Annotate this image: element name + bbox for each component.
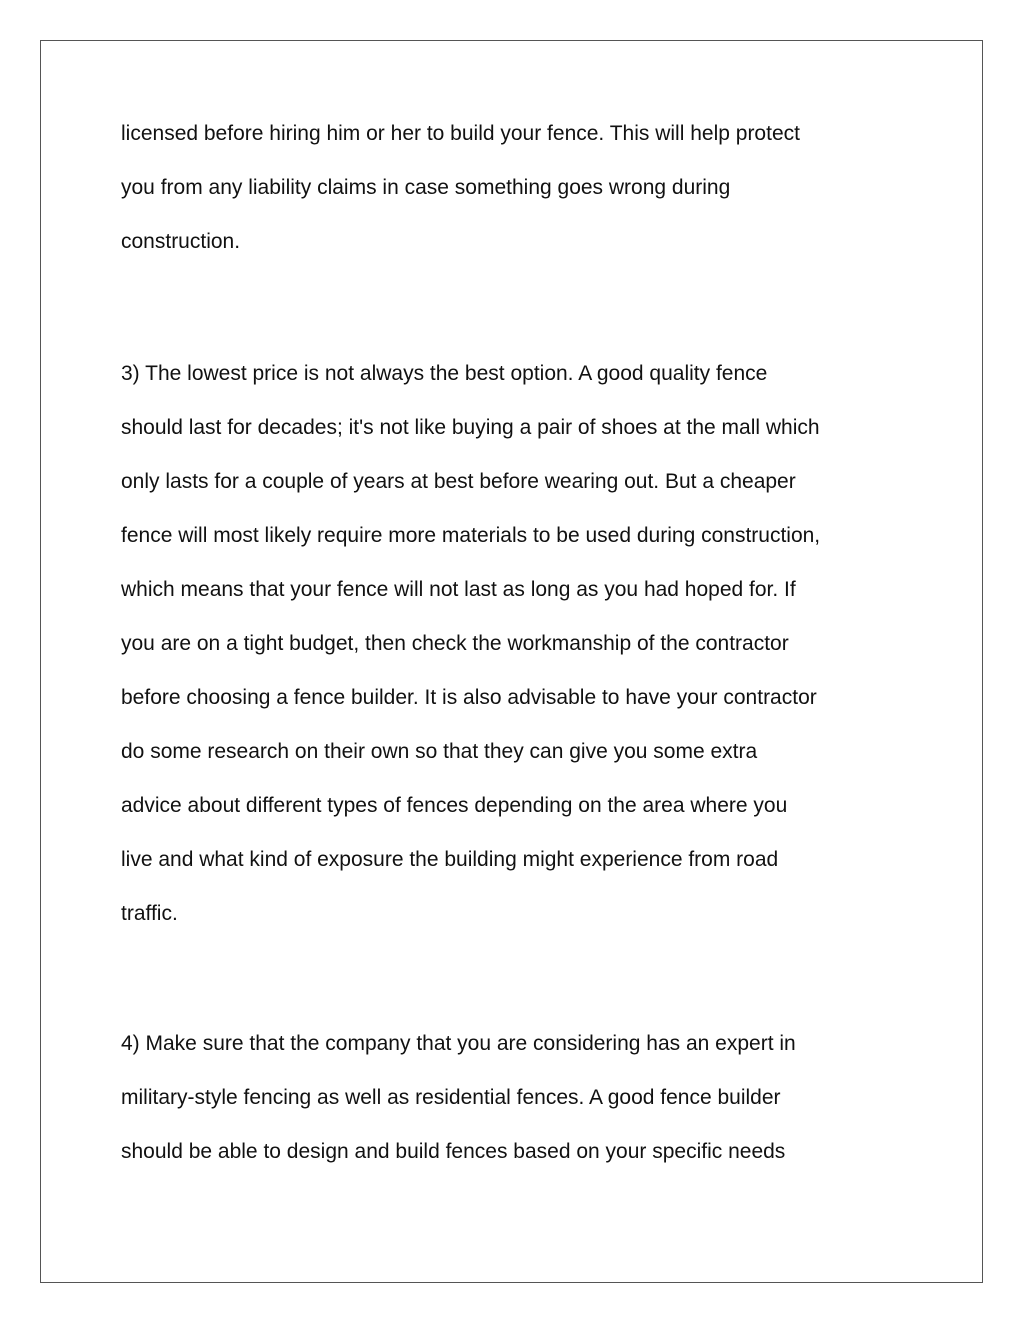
paragraph-2-line-7: before choosing a fence builder. It is also advisable to have your contractor [121,686,817,709]
paragraph-2-line-5: which means that your fence will not last as long as you had hoped for. If [121,578,796,601]
paragraph-3-line-1: 4) Make sure that the company that you are considering has an expert in [121,1032,796,1055]
paragraph-3-line-3: should be able to design and build fences based on your specific needs [121,1140,786,1163]
paragraph-2-line-4: fence will most likely require more materials to be used during construction, [121,524,821,547]
paragraph-2-line-9: advice about different types of fences depending on the area where you [121,794,788,817]
paragraph-1-line-1: licensed before hiring him or her to build your fence. This will help protect [121,122,800,145]
paragraph-2-line-8: do some research on their own so that they can give you some extra [121,740,758,763]
paragraph-2-line-11: traffic. [121,902,178,925]
paragraph-2-line-10: live and what kind of exposure the building might experience from road [121,848,779,871]
paragraph-2-line-1: 3) The lowest price is not always the best option. A good quality fence [121,362,768,385]
paragraph-2-line-2: should last for decades; it's not like buying a pair of shoes at the mall which [121,416,820,439]
paragraph-2-line-6: you are on a tight budget, then check the workmanship of the contractor [121,632,789,655]
paragraph-2-line-3: only lasts for a couple of years at best before wearing out. But a cheaper [121,470,796,493]
paragraph-1-line-3: construction. [121,230,241,253]
paragraph-3-line-2: military-style fencing as well as residential fences. A good fence builder [121,1086,781,1109]
paragraph-1-line-2: you from any liability claims in case something goes wrong during [121,176,731,199]
